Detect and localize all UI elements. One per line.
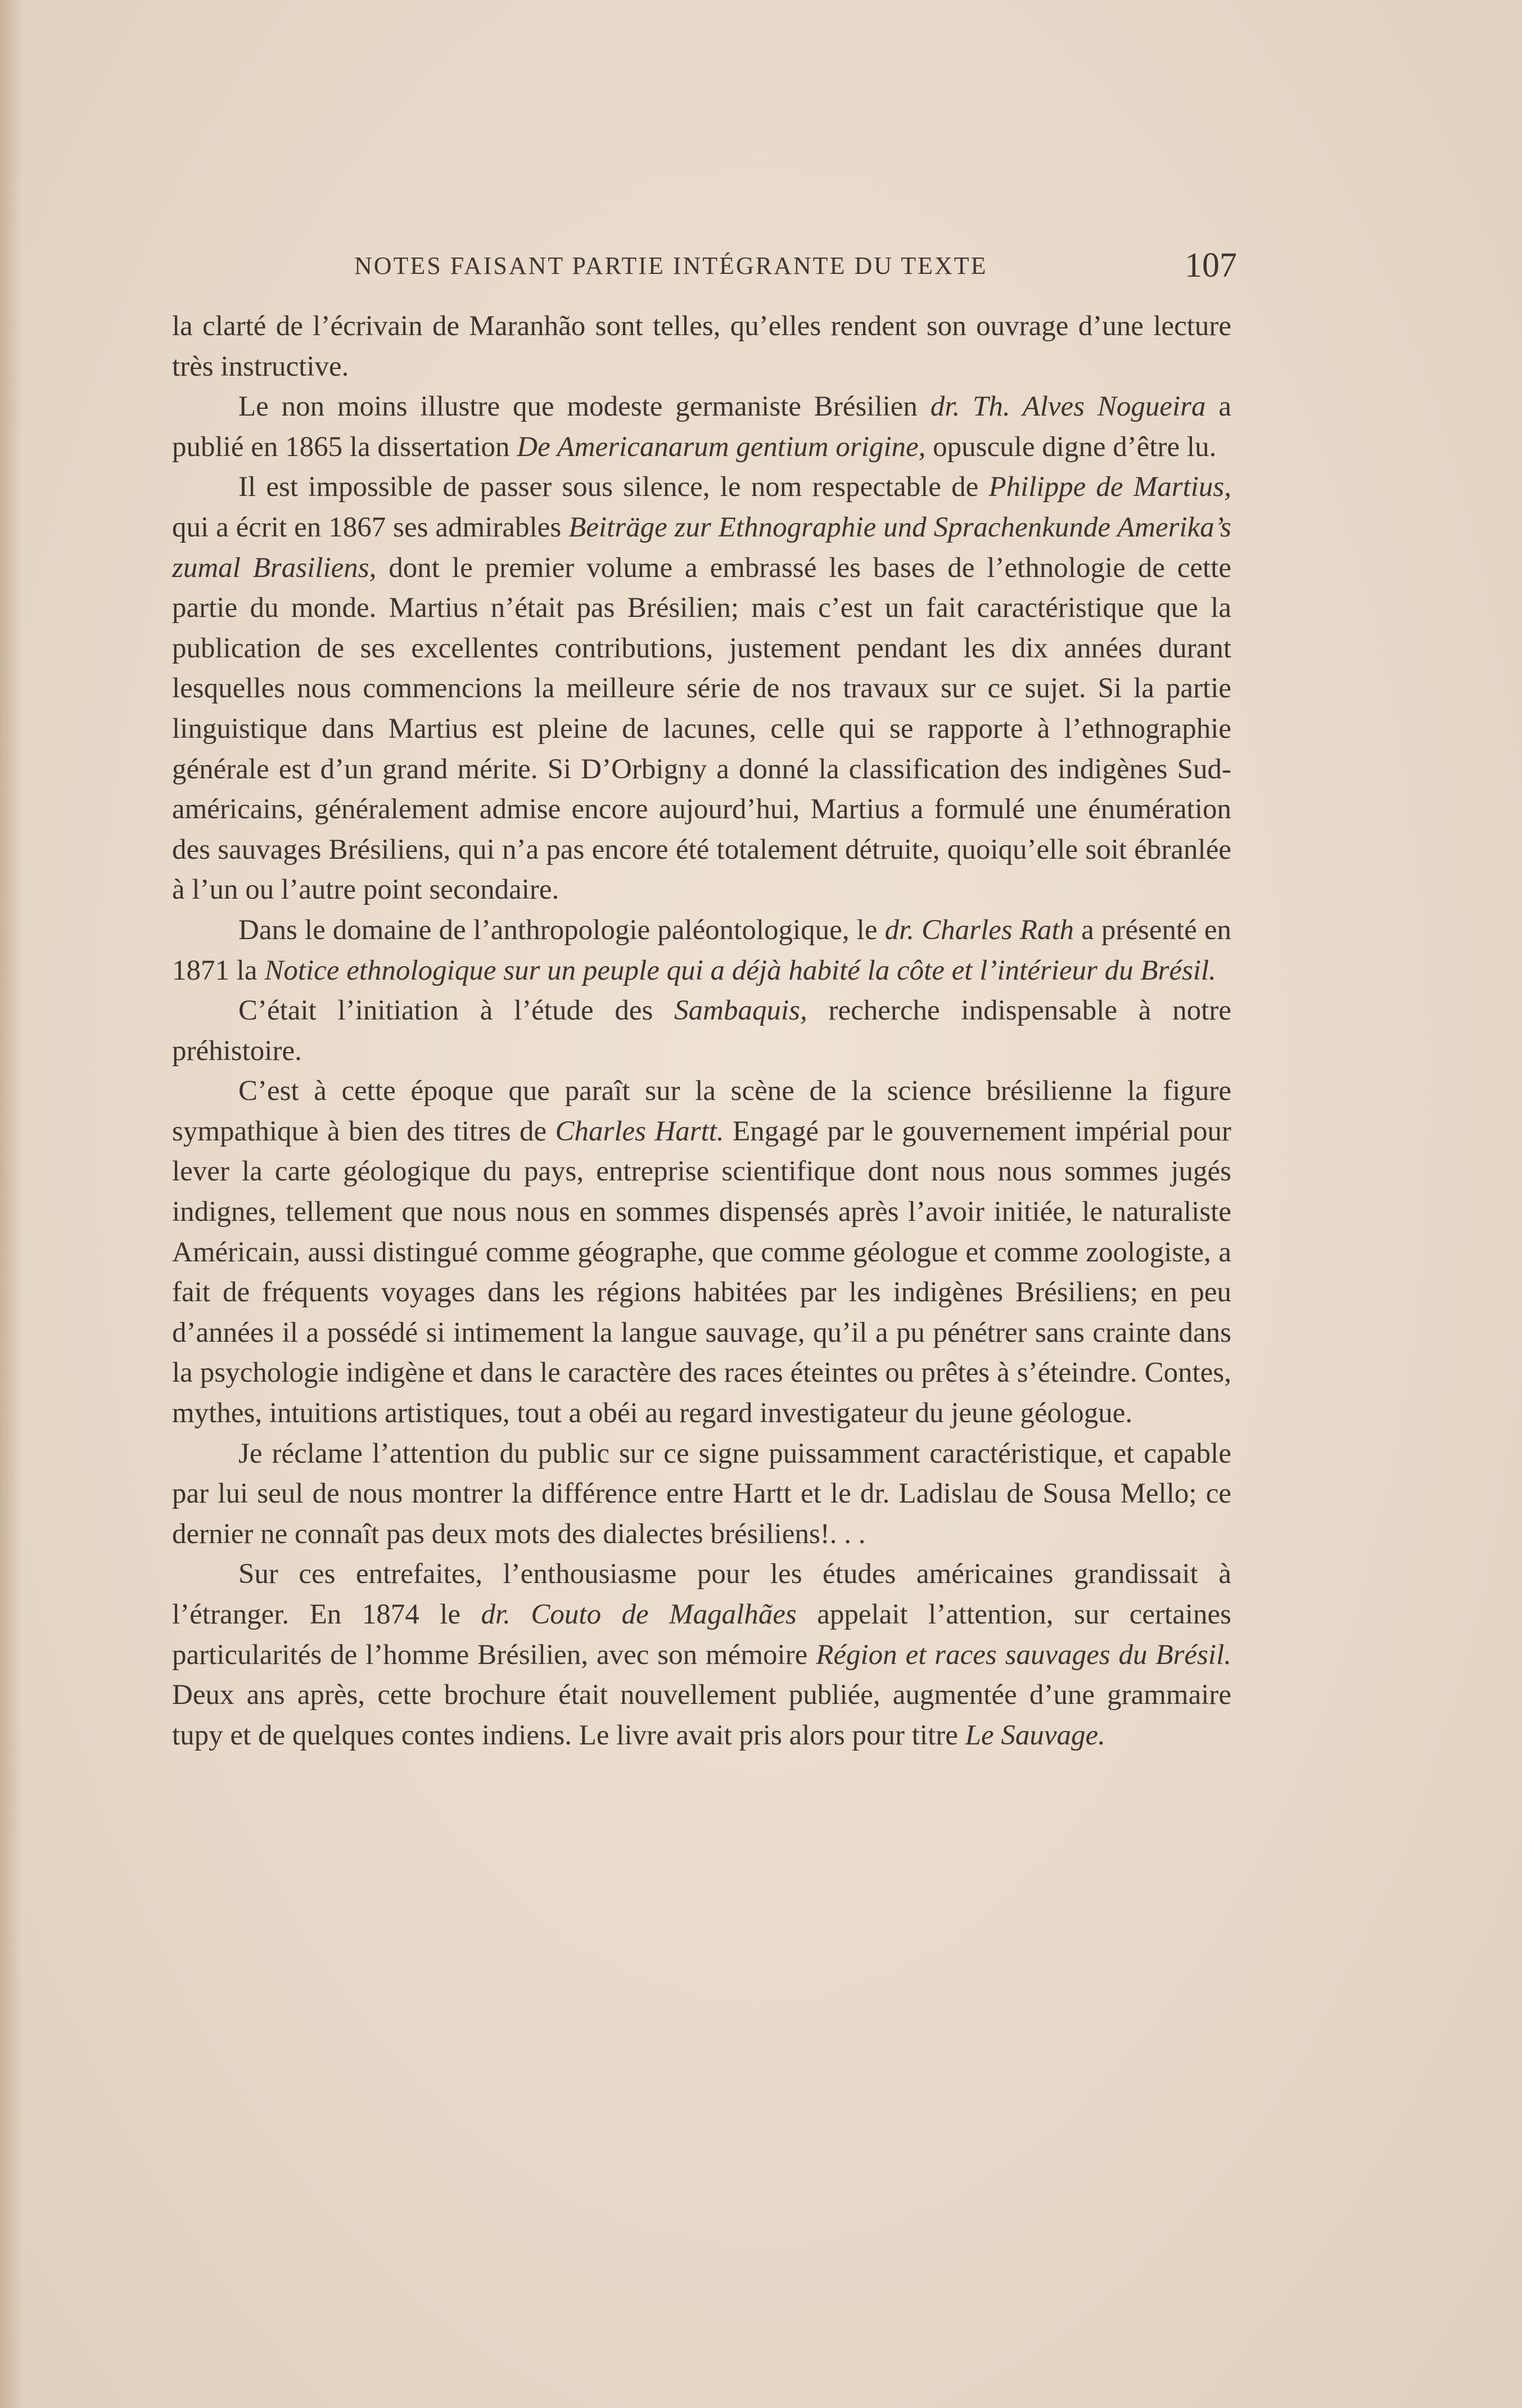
paragraph-8: Sur ces entrefaites, l’enthousiasme pour les études américaines grandissait à l’étranger. En 1874 le dr. Couto de Magalhães appelait l’attention, sur certaines particularités de l’homme Brésilien, avec son mémoire Région et races sauvages du Brésil. Deux ans après, cette brochure était nouvellement publiée, augmentée d’une grammaire tupy et de quelques contes indiens. Le livre avait pris alors pour titre Le Sauvage.: [172, 1558, 1232, 1751]
work-title: Beiträge zur Ethnographie und Sprachenkunde Amerika’s zumal Brasiliens,: [172, 511, 1231, 584]
author-name: dr. Th. Alves Nogueira: [930, 391, 1206, 423]
running-header: [169, 245, 1237, 287]
author-name: Charles Hartt.: [555, 1115, 724, 1147]
page-number: 107: [1185, 246, 1237, 285]
author-name: dr. Charles Rath: [884, 914, 1074, 946]
paragraph-1: la clarté de l’écrivain de Maranhão sont telles, qu’elles rendent son ouvrage d’une lecture très instructive.: [172, 310, 1231, 382]
paragraph-6: C’est à cette époque que paraît sur la scène de la science brésilienne la figure sympathique à bien des titres de Charles Hartt. Engagé par le gouvernement impérial pour lever la carte géologique du pays, entreprise scientifique dont nous nous sommes jugés indignes, tellement que nous nous en sommes dispensés après l’avoir initiée, le naturaliste Américain, aussi distingué comme géographe, que comme géologue et comme zoologiste, a fait de fréquents voyages dans les régions habitées par les indigènes Brésiliens; en peu d’années il a possédé si intimement la langue sauvage, qu’il a pu pénétrer sans crainte dans la psychologie indigène et dans le caractère des races éteintes ou prêtes à s’éteindre. Contes, mythes, intuitions artistiques, tout a obéi au regard investigateur du jeune géologue.: [172, 1075, 1231, 1430]
page-edge-shadow: [0, 0, 22, 2408]
paragraph-5: C’était l’initiation à l’étude des Sambaquis, recherche indispensable à notre préhistoire.: [172, 995, 1231, 1067]
paragraph-3: Il est impossible de passer sous silence, le nom respectable de Philippe de Martius, qui a écrit en 1867 ses admirables Beiträge zur Ethnographie und Sprachenkunde Amerika’s zumal Brasiliens, dont le premier volume a embrassé les bases de l’ethnologie de cette partie du monde. Martius n’était pas Brésilien; mais c’est un fait caractéristique que la publication de ses excellentes contributions, justement pendant les dix années durant lesquelles nous commencions la meilleure série de nos travaux sur ce sujet. Si la partie linguistique dans Martius est pleine de lacunes, celle qui se rapporte à l’ethnographie générale est d’un grand mérite. Si D’Orbigny a donné la classification des indigènes Sud-américains, généralement admise encore aujourd’hui, Martius a formulé une énumération des sauvages Brésiliens, qui n’a pas encore été totalement détruite, quoiqu’elle soit ébranlée à l’un ou l’autre point secondaire.: [172, 471, 1232, 906]
author-name: Philippe de Martius,: [988, 471, 1232, 503]
work-title: De Americanarum gentium origine,: [517, 431, 926, 463]
work-title: Notice ethnologique sur un peuple qui a déjà habité la côte et l’intérieur du Brésil.: [264, 954, 1216, 986]
running-title: NOTES FAISANT PARTIE INTÉGRANTE DU TEXTE: [354, 252, 988, 279]
work-title: Le Sauvage.: [965, 1719, 1105, 1751]
author-name: dr. Couto de Magalhães: [481, 1599, 797, 1630]
term-sambaquis: Sambaquis,: [674, 995, 807, 1027]
paragraph-4: Dans le domaine de l’anthropologie paléontologique, le dr. Charles Rath a présenté en 1871 la Notice ethnologique sur un peuple qui a déjà habité la côte et l’intérieur du Brésil.: [172, 914, 1231, 986]
body-text: [172, 306, 1231, 1756]
work-title: Région et races sauvages du Brésil.: [816, 1639, 1231, 1671]
paragraph-2: Le non moins illustre que modeste germaniste Brésilien dr. Th. Alves Nogueira a publié en 1865 la dissertation De Americanarum gentium origine, opuscule digne d’être lu.: [172, 391, 1232, 463]
paragraph-7: Je réclame l’attention du public sur ce signe puissamment caractéristique, et capable par lui seul de nous montrer la différence entre Hartt et le dr. Ladislau de Sousa Mello; ce dernier ne connaît pas deux mots des dialectes brésiliens!. . .: [172, 1437, 1231, 1550]
